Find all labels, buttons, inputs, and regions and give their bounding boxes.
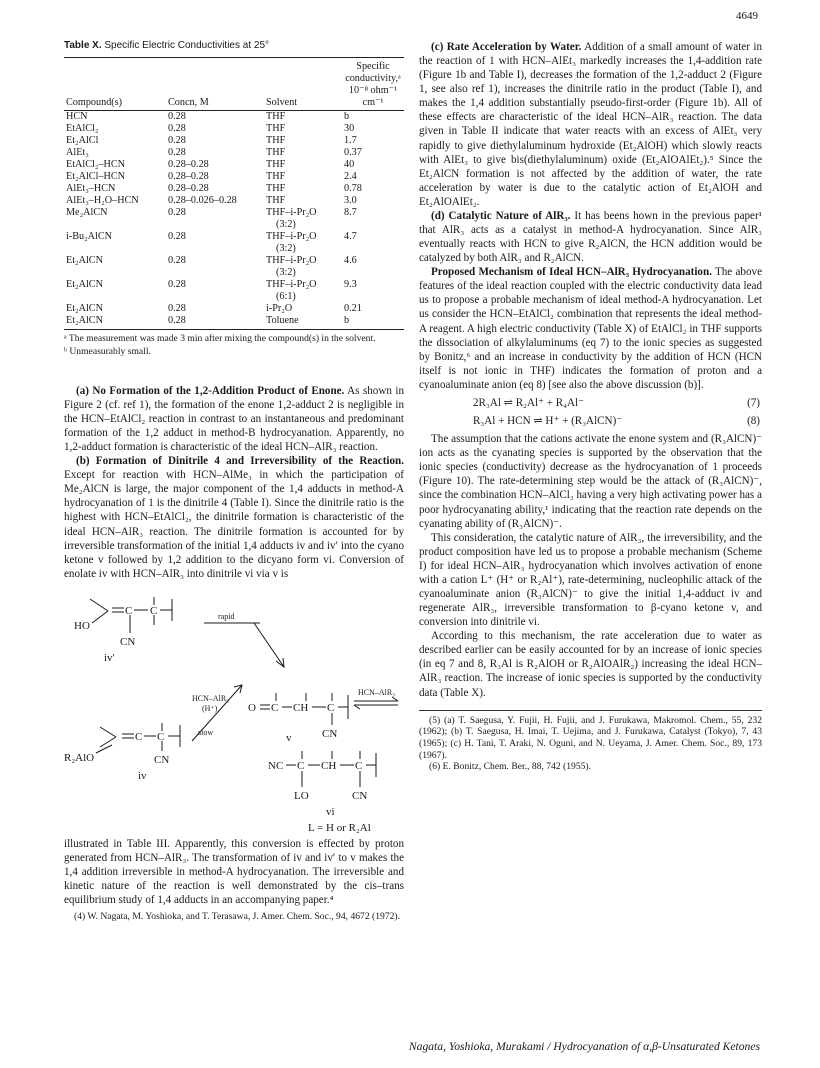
- table-footnote-b: ᵇ Unmeasurably small.: [64, 345, 151, 357]
- cell-concn: 0.28–0.28: [168, 170, 209, 182]
- cell-solvent-ratio: (3:2): [276, 219, 296, 231]
- cell-compound: AlEt₃–HCN: [66, 183, 116, 194]
- scheme-label-iv: iv: [138, 769, 147, 782]
- cell-solvent: THF: [266, 158, 286, 170]
- equation-8-number: (8): [747, 415, 760, 428]
- cell-concn: 0.28: [168, 231, 186, 243]
- table-row: [64, 279, 404, 303]
- cell-concn: 0.28–0.28: [168, 158, 209, 170]
- table-body: [64, 110, 404, 330]
- scheme-c-8: C: [355, 759, 363, 772]
- cell-compound: AlEt₃–H₂O–HCN: [66, 195, 139, 207]
- cell-concn: 0.28–0.026–0.28: [168, 195, 237, 207]
- cell-conductivity: 4.7: [344, 231, 357, 243]
- section-d: [419, 209, 762, 265]
- section-a-text: As shown in Figure 2 (cf. ref 1), the formation of the enone 1,2-adduct 2 is negligible in the HCN–EtAlCl₂ reaction in contrast to an instantaneous and predominant formation of the 1,2 adduct in method-B hydrocyanation. Apparently, no 1,2-adduct formation is characteristic of the ideal HCN–AlR₃ reaction.: [64, 384, 404, 454]
- cell-concn: 0.28: [168, 207, 186, 219]
- cell-compound: Et₂AlCl–HCN: [66, 170, 126, 182]
- cell-solvent: THF: [266, 146, 286, 158]
- section-c: [419, 40, 762, 209]
- table-row: [64, 171, 404, 183]
- section-mechanism-text: The above features of the ideal reaction coupled with the electric conductivity data lead us to propose a probable mechanism of ideal method-A hydrocyanation. Let us consider the HCN–EtAlCl₂ combination that represents the ideal method-A reagent. A high electric conductivity (Table X) of EtAlCl₂ in THF supports the dissociation of alkylaluminums (eq 7) to the ionic species as suggested by Bonitz,⁶ and an increase in conductivity by the addition of HCN (HCN itself is not ionic in THF) indicates the formation of proton and a cyanoaluminate anion (eq 8) [see also the above discussion (b)].: [419, 266, 762, 391]
- cell-solvent: THF: [266, 134, 286, 146]
- scheme-reagent-mid2: (H⁺): [202, 703, 218, 713]
- cell-conductivity: 1.7: [344, 134, 357, 146]
- right-references: [419, 715, 762, 774]
- col-header-solvent: Solvent: [264, 60, 332, 111]
- scheme-o: O: [248, 701, 256, 714]
- page-number: 4649: [736, 10, 758, 22]
- cell-conductivity: 0.78: [344, 183, 362, 194]
- cell-solvent: THF–i-Pr₂O (3:2): [264, 231, 332, 255]
- cell-compound: Et₂AlCN: [64, 315, 166, 330]
- section-d-title: (d) Catalytic Nature of AlR₃.: [431, 209, 571, 222]
- table-caption-label: Table X.: [64, 40, 102, 51]
- cell-solvent-ratio: (3:2): [276, 243, 296, 255]
- cell-concn: 0.28: [168, 255, 186, 267]
- table-footnote-a: ᵃ The measurement was made 3 min after mixing the compound(s) in the solvent.: [64, 333, 376, 345]
- cell-solvent: THF: [266, 183, 286, 194]
- cell-compound: Et₂AlCN: [66, 255, 103, 267]
- scheme-cn-2: CN: [322, 727, 338, 740]
- cell-compound: EtAlCl₂: [66, 122, 99, 134]
- scheme-legend: L = H or R₂Al: [308, 821, 371, 833]
- col-header-conductivity: Specific conductivity,ᵃ 10⁻⁸ ohm⁻¹ cm⁻¹: [332, 60, 404, 111]
- left-after-scheme: illustrated in Table III. Apparently, this conversion is effected by proton generated from HCN–AlR₃. The transformation of iv and iv′ to v makes the 1,4 addition irreversible in method-A hydrocyanation. The irreversible and kinetic nature of the reaction is well demonstrated by the cis–trans equilibrium study of 1,4 adducts in an accompanying paper.⁴: [64, 837, 404, 907]
- cell-compound: AlEt₃: [66, 146, 89, 158]
- cell-concn: 0.28–0.28: [168, 183, 209, 194]
- section-a-title: (a) No Formation of the 1,2-Addition Product of Enone.: [76, 384, 345, 397]
- cell-compound: HCN: [66, 110, 88, 122]
- cell-concn: 0.28: [168, 146, 186, 158]
- scheme-cn-4: CN: [352, 789, 368, 802]
- left-column: [64, 40, 404, 923]
- cell-compound: Et₂AlCl: [66, 134, 99, 146]
- scheme-label-ivp: iv′: [104, 651, 115, 664]
- cell-conductivity: 4.6: [344, 255, 357, 267]
- scheme-ch-2: CH: [321, 759, 337, 772]
- scheme-cn-3: CN: [154, 753, 170, 766]
- equation-7-number: (7): [747, 396, 760, 409]
- equation-7: [419, 396, 762, 410]
- section-b-text: Except for reaction with HCN–AlMe₃ in which the participation of Me₂AlCN is large, the major component of the 1,4 adducts in method-A hydrocyanation of 1 is the dinitrile 4 (Table I). Since the dinitrile ratio is the highest with HCN–EtAlCl₂, the dinitrile formation is characteristic of the ideal HCN–AlR₃ reaction. The dinitrile formation is accounted for by irreversible transformation of the initial 1,4 adducts iv and iv′ into the cyano ketone v followed by 1,2 addition to the dicyano form vi. Conversion of enolate iv with HCN–AlR₃ into dinitrile vi via v is: [64, 469, 404, 580]
- scheme-ch-1: CH: [293, 701, 309, 714]
- col-header-compound: Compound(s): [64, 60, 166, 111]
- scheme-c-4: C: [327, 701, 335, 714]
- cell-solvent-ratio: (3:2): [276, 267, 296, 279]
- table-row: [64, 255, 404, 279]
- section-b: [64, 454, 404, 581]
- equation-7-body: 2R₃Al ⇌ R₂Al⁺ + R₄Al⁻: [473, 396, 584, 409]
- section-mechanism: [419, 265, 762, 392]
- conductivity-table: [64, 57, 404, 331]
- cell-conductivity: 0.37: [344, 146, 362, 158]
- left-references: [64, 911, 404, 923]
- cell-solvent: THF: [266, 195, 286, 207]
- scheme-r2alo: R₂AlO: [64, 751, 95, 764]
- cell-solvent: i-Pr₂O: [266, 303, 293, 315]
- paragraph-acceleration: According to this mechanism, the rate acceleration due to water as described earlier can be easily accounted for by an increase of ionic species (in eq 7 and 8, R₃Al is R₂AlOH or R₂AlOAlR₂) increasing the ideal HCN–AlR₃ reaction. The increase of ionic species is supported by the conductivity data (Table X).: [419, 630, 762, 699]
- scheme-label-v: v: [286, 731, 292, 744]
- section-c-title: (c) Rate Acceleration by Water.: [431, 41, 582, 53]
- scheme-c-1: C: [125, 604, 133, 617]
- footnote-divider: [419, 710, 762, 711]
- table-caption: [64, 40, 404, 53]
- cell-solvent: THF–i-Pr₂O (3:2): [264, 207, 332, 231]
- table-row: [64, 123, 404, 135]
- scheme-cn-1: CN: [120, 635, 136, 648]
- paragraph-consideration: This consideration, the catalytic nature of AlR₃, the irreversibility, and the product composition have led us to propose a probable mechanism (Scheme I) for ideal HCN–AlR₃ hydrocyanation which involves activation of enone with a cation L⁺ (H⁺ or R₂Al⁺), rate-determining, nucleophilic attack of the cyanoaluminate anion (R₃AlCN)⁻ to give the initial 1,4-adduct iv and regenerate AlR₃, irreversible transformation to β-cyano ketone v, and conversion into dinitrile vi.: [419, 531, 762, 629]
- cell-compound: EtAlCl₂–HCN: [66, 158, 126, 170]
- scheme-label-vi: vi: [326, 805, 335, 818]
- table-row: [64, 110, 404, 123]
- scheme-slow: slow: [198, 727, 214, 737]
- table-row: [64, 147, 404, 159]
- cell-compound: Et₂AlCN: [66, 279, 103, 291]
- scheme-c-5: C: [135, 730, 143, 743]
- cell-conductivity: 30: [344, 122, 355, 134]
- cell-conductivity: 0.21: [344, 303, 362, 315]
- table-caption-text: Specific Electric Conductivities at 25°: [104, 40, 270, 51]
- reaction-scheme: [64, 587, 404, 833]
- cell-conductivity: 3.0: [344, 195, 357, 207]
- table-row: [64, 159, 404, 171]
- cell-concn: 0.28: [168, 122, 186, 134]
- section-a: [64, 384, 404, 454]
- cell-concn: 0.28: [168, 279, 186, 291]
- scheme-c-7: C: [297, 759, 305, 772]
- right-column: [419, 40, 762, 773]
- ref-4: (4) W. Nagata, M. Yoshioka, and T. Terasawa, J. Amer. Chem. Soc., 94, 4672 (1972).: [74, 911, 401, 923]
- cell-solvent: THF: [266, 122, 286, 134]
- ref-6: (6) E. Bonitz, Chem. Ber., 88, 742 (1955).: [429, 761, 592, 773]
- paragraph-assumption: The assumption that the cations activate the enone system and (R₃AlCN)⁻ ion acts as the cyanating species is supported by the observation that the ionic species (conductivity) decrease as the hydrocyanation of 1 proceeds (Figure 10). The rate-determining step would be the attack of (R₃AlCN)⁻, since the combination HCN–AlCl₃ having a very high activating power has a poor hydrocyanating ability,¹ indicating that the reaction rate depends on the cyanating ability of (R₃AlCN)⁻.: [419, 433, 762, 530]
- cell-conductivity: 8.7: [344, 207, 357, 219]
- scheme-rapid: rapid: [218, 611, 235, 621]
- scheme-ho: HO: [74, 619, 90, 632]
- cell-compound: Et₂AlCN: [66, 303, 103, 315]
- section-mechanism-title: Proposed Mechanism of Ideal HCN–AlR₃ Hydrocyanation.: [431, 266, 712, 279]
- scheme-c-6: C: [157, 730, 165, 743]
- cell-conductivity: b: [332, 315, 404, 330]
- table-row: [64, 231, 404, 255]
- cell-solvent: THF: [266, 110, 286, 122]
- scheme-c-2: C: [150, 604, 158, 617]
- scheme-nc: NC: [268, 759, 284, 772]
- running-footer: Nagata, Yoshioka, Murakami / Hydrocyanation of α,β-Unsaturated Ketones: [408, 1040, 760, 1053]
- scheme-reagent-top: HCN–AlR₃: [358, 687, 396, 697]
- ref-5: (5) (a) T. Saegusa, Y. Fujii, H. Fujii, and J. Furukawa, Makromol. Chem., 55, 232 (1962); (b) T. Saegusa, H. Imai, T. Uejima, and J. Furukawa, Catalyst (Tokyo), 7, 43 (1965); (c) H. Tani, T. Araki, N. Oguni, and N. Ueyama, J. Amer. Chem. Soc., 89, 173 (1967).: [419, 714, 762, 761]
- table-row: [64, 207, 404, 231]
- scheme-c-3: C: [271, 701, 279, 714]
- cell-solvent: THF: [266, 170, 286, 182]
- section-d-text: It has beens hown in the previous paper¹ that AlR₃ acts as a catalyst in method-A hydrocyanation. Since AlR₃ eventually reacts with HCN to give R₂AlCN, the HCN addition would be catalyzed by both AlR₃ and R₂AlCN.: [419, 209, 762, 265]
- table-row: [64, 135, 404, 147]
- cell-concn: 0.28: [168, 110, 186, 122]
- equation-8-body: R₃Al + HCN ⇌ H⁺ + (R₃AlCN)⁻: [473, 415, 623, 428]
- cell-conductivity: b: [344, 110, 350, 122]
- cell-conductivity: 9.3: [344, 279, 357, 291]
- cell-concn: 0.28: [168, 303, 186, 315]
- cell-solvent: THF–i-Pr₂O (6:1): [264, 279, 332, 303]
- cell-solvent-ratio: (6:1): [276, 291, 296, 303]
- cell-concn: 0.28: [166, 315, 264, 330]
- scheme-lo: LO: [294, 789, 309, 802]
- scheme-reagent-mid: HCN–AlR₃: [192, 693, 230, 703]
- table-row: [64, 315, 404, 330]
- cell-compound: Me₂AlCN: [66, 207, 108, 219]
- col-header-concn: Concn, M: [166, 60, 264, 111]
- equation-8: [419, 414, 762, 428]
- section-b-title: (b) Formation of Dinitrile 4 and Irreversibility of the Reaction.: [76, 455, 404, 468]
- cell-solvent: THF–i-Pr₂O (3:2): [264, 255, 332, 279]
- cell-conductivity: 2.4: [344, 170, 357, 182]
- cell-compound: i-Bu₂AlCN: [66, 231, 113, 243]
- table-row: [64, 195, 404, 207]
- cell-concn: 0.28: [168, 134, 186, 146]
- cell-conductivity: 40: [344, 158, 355, 170]
- table-row: [64, 303, 404, 315]
- table-row: [64, 183, 404, 195]
- section-c-text: Addition of a small amount of water in the reaction of 1 with HCN–AlEt₃ markedly increases the 1,4-addition rate (Figure 1b and Table I), decreases the formation of the 1,2-adduct 2 (Figure 1, see also ref 1), increases the dinitrile ratio in the product (Table I), and makes the 1,4 addition substantially pseudo-first-order (Figure 1b). All of these effects are characteristic of the ideal HCN–AlR₃ reaction. The data given in Table II indicate that water reacts with an excess of AlEt₃ very rapidly to give diethylaluminum hydroxide (Et₂AlOH) which slowly reacts with AlEt₃ to give bis(diethylaluminum) oxide (Et₂AlOAlEt₂).⁵ Since the Et₂AlCN formation is not affected by the addition of water, the rate acceleration by water is due to the catalytic action of Et₂AlOH and Et₂AlOAlEt₂.: [419, 41, 762, 208]
- cell-solvent: Toluene: [264, 315, 332, 330]
